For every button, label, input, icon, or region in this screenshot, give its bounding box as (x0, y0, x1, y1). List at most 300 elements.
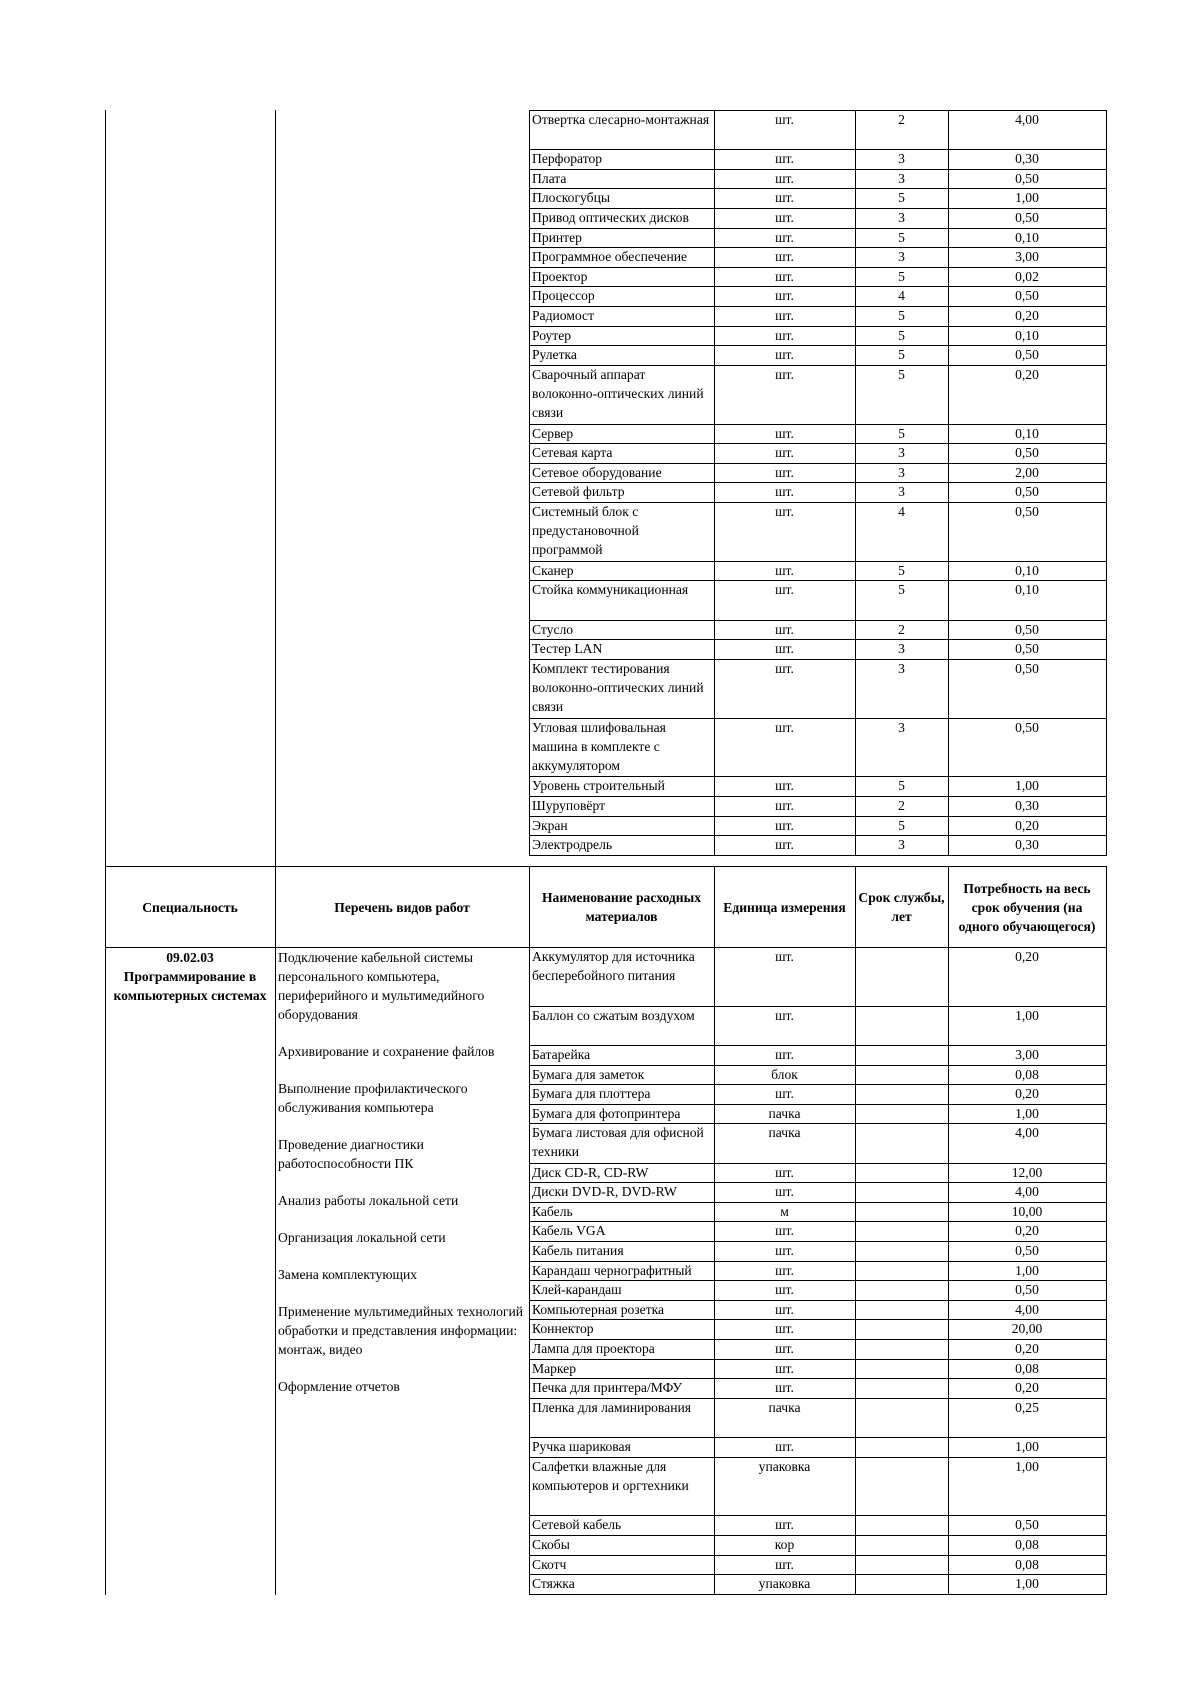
material-unit: шт. (775, 1361, 794, 1376)
grid-line-horizontal (529, 267, 1107, 268)
material-name: Маркер (532, 1361, 577, 1376)
specialty-cell (105, 948, 275, 1048)
material-name: Электродрель (532, 837, 613, 852)
grid-line-horizontal (529, 718, 1107, 719)
header-specialty: Специальность (142, 899, 238, 915)
grid-line-vertical (275, 110, 276, 1595)
material-need: 0,20 (1015, 949, 1039, 964)
grid-line-horizontal (529, 639, 1107, 640)
material-unit: шт. (775, 1302, 794, 1317)
material-need: 0,25 (1015, 1400, 1039, 1415)
material-name: Плоскогубцы (532, 190, 610, 205)
material-name: Проектор (532, 269, 588, 284)
material-name: Стойка коммуникационная (532, 582, 689, 597)
material-need: 0,02 (1015, 269, 1039, 284)
grid-line-horizontal (529, 1339, 1107, 1340)
material-life (855, 1123, 948, 1162)
material-name: Системный блок с предустановочной программой (532, 504, 639, 557)
material-unit: упаковка (758, 1459, 811, 1474)
material-unit: шт. (775, 112, 794, 127)
grid-line-horizontal (529, 561, 1107, 562)
material-need: 1,00 (1015, 1008, 1039, 1023)
material-life: 5 (898, 582, 905, 597)
material-need: 1,00 (1015, 1106, 1039, 1121)
material-life: 2 (898, 798, 905, 813)
material-name: Бумага для плоттера (532, 1086, 651, 1101)
material-name: Радиомост (532, 308, 595, 323)
material-life (855, 1163, 948, 1183)
material-life: 5 (898, 347, 905, 362)
material-unit: шт. (775, 582, 794, 597)
material-life: 3 (898, 720, 905, 735)
material-unit: шт. (775, 210, 794, 225)
grid-line-vertical (1106, 947, 1107, 1595)
material-need: 0,50 (1015, 347, 1039, 362)
material-name: Пленка для ламинирования (532, 1400, 692, 1415)
grid-line-horizontal (529, 1084, 1107, 1085)
grid-line-horizontal (529, 1104, 1107, 1105)
material-need: 0,50 (1015, 504, 1039, 519)
grid-line-horizontal (529, 345, 1107, 346)
material-unit: шт. (775, 445, 794, 460)
grid-line-horizontal (529, 188, 1107, 189)
grid-line-horizontal (529, 169, 1107, 170)
material-need: 1,00 (1015, 1576, 1039, 1591)
grid-line-vertical (855, 947, 856, 1595)
work-item: Подключение кабельной системы персонального компьютера, периферийного и мультимедийного оборудования (278, 950, 485, 1022)
material-unit: шт. (775, 249, 794, 264)
grid-line-horizontal (529, 1574, 1107, 1575)
grid-line-horizontal (529, 1555, 1107, 1556)
grid-line-horizontal (529, 776, 1107, 777)
material-unit: шт. (775, 798, 794, 813)
grid-line-vertical (714, 866, 715, 948)
grid-line-horizontal (529, 620, 1107, 621)
grid-line-horizontal (529, 1594, 1107, 1595)
material-life: 3 (898, 249, 905, 264)
material-unit: шт. (775, 1439, 794, 1454)
material-name: Батарейка (532, 1047, 591, 1062)
material-name: Стяжка (532, 1576, 575, 1591)
material-name: Отвертка слесарно-монтажная (532, 112, 710, 127)
grid-line-horizontal (105, 866, 1107, 867)
grid-line-horizontal (529, 1535, 1107, 1536)
material-unit: шт. (775, 1184, 794, 1199)
material-unit: шт. (775, 778, 794, 793)
grid-line-horizontal (529, 1261, 1107, 1262)
material-unit: пачка (768, 1125, 801, 1140)
material-life: 3 (898, 641, 905, 656)
material-life: 3 (898, 171, 905, 186)
material-need: 0,50 (1015, 720, 1039, 735)
material-unit: шт. (775, 1047, 794, 1062)
material-need: 4,00 (1015, 1184, 1039, 1199)
material-need: 0,50 (1015, 1243, 1039, 1258)
material-unit: шт. (775, 641, 794, 656)
grid-line-horizontal (529, 1398, 1107, 1399)
material-life: 5 (898, 778, 905, 793)
material-unit: шт. (775, 190, 794, 205)
material-life: 4 (898, 288, 905, 303)
material-name: Плата (532, 171, 567, 186)
material-name: Компьютерная розетка (532, 1302, 665, 1317)
material-name: Сетевой фильтр (532, 484, 625, 499)
material-name: Угловая шлифовальная машина в комплекте с аккумулятором (532, 720, 666, 773)
material-life: 5 (898, 426, 905, 441)
grid-line-horizontal (529, 1006, 1107, 1007)
grid-line-horizontal (529, 1221, 1107, 1222)
grid-line-horizontal (529, 110, 1107, 111)
material-need: 0,10 (1015, 426, 1039, 441)
grid-line-vertical (529, 947, 530, 1595)
material-need: 1,00 (1015, 778, 1039, 793)
work-item: Оформление отчетов (278, 1379, 400, 1394)
grid-line-horizontal (529, 1437, 1107, 1438)
material-name: Кабель VGA (532, 1223, 606, 1238)
material-need: 0,10 (1015, 563, 1039, 578)
material-unit: шт. (775, 1263, 794, 1278)
material-life: 4 (898, 504, 905, 519)
grid-line-horizontal (529, 1280, 1107, 1281)
material-unit: шт. (775, 1282, 794, 1297)
grid-line-horizontal (529, 835, 1107, 836)
material-need: 0,50 (1015, 445, 1039, 460)
material-name: Стусло (532, 622, 574, 637)
material-life: 3 (898, 465, 905, 480)
material-name: Сервер (532, 426, 574, 441)
material-unit: кор (774, 1537, 795, 1552)
material-life (855, 1359, 948, 1379)
material-name: Привод оптических дисков (532, 210, 689, 225)
material-life (855, 1535, 948, 1555)
grid-line-horizontal (105, 947, 1107, 948)
material-name: Программное обеспечение (532, 249, 688, 264)
material-unit: пачка (768, 1400, 801, 1415)
material-unit: шт. (775, 1517, 794, 1532)
material-need: 0,20 (1015, 308, 1039, 323)
material-unit: шт. (775, 622, 794, 637)
material-name: Бумага для фотопринтера (532, 1106, 681, 1121)
specialty-code: 09.02.03 (166, 950, 214, 965)
grid-line-horizontal (529, 1202, 1107, 1203)
grid-line-vertical (855, 110, 856, 856)
material-life (855, 1515, 948, 1535)
material-unit: шт. (775, 426, 794, 441)
material-need: 0,10 (1015, 230, 1039, 245)
material-name: Экран (532, 818, 568, 833)
material-need: 1,00 (1015, 1459, 1039, 1474)
material-need: 0,50 (1015, 661, 1039, 676)
material-unit: шт. (775, 1223, 794, 1238)
material-name: Кабель питания (532, 1243, 624, 1258)
material-need: 4,00 (1015, 1125, 1039, 1140)
material-life: 5 (898, 190, 905, 205)
material-unit: шт. (775, 269, 794, 284)
grid-line-vertical (714, 110, 715, 856)
grid-line-horizontal (529, 424, 1107, 425)
material-name: Принтер (532, 230, 582, 245)
material-life (855, 1574, 948, 1594)
material-unit: шт. (775, 563, 794, 578)
material-life (855, 1398, 948, 1437)
material-name: Лампа для проектора (532, 1341, 655, 1356)
material-name: Скобы (532, 1537, 570, 1552)
material-unit: шт. (775, 171, 794, 186)
grid-line-horizontal (529, 286, 1107, 287)
material-name: Сетевое оборудование (532, 465, 662, 480)
material-need: 0,20 (1015, 1380, 1039, 1395)
work-item: Выполнение профилактического обслуживания компьютера (278, 1081, 468, 1115)
material-need: 0,50 (1015, 622, 1039, 637)
material-name: Рулетка (532, 347, 577, 362)
material-life (855, 1241, 948, 1261)
material-unit: упаковка (758, 1576, 811, 1591)
grid-line-vertical (714, 947, 715, 1595)
material-life: 3 (898, 445, 905, 460)
material-need: 12,00 (1011, 1165, 1043, 1180)
material-life: 5 (898, 367, 905, 382)
material-unit: шт. (775, 1243, 794, 1258)
material-need: 10,00 (1011, 1204, 1043, 1219)
grid-line-horizontal (529, 1457, 1107, 1458)
grid-line-vertical (529, 110, 530, 856)
material-life: 3 (898, 484, 905, 499)
material-unit: шт. (775, 288, 794, 303)
material-need: 0,20 (1015, 1086, 1039, 1101)
grid-line-horizontal (529, 208, 1107, 209)
grid-line-horizontal (529, 816, 1107, 817)
material-unit: шт. (775, 818, 794, 833)
material-need: 0,50 (1015, 1517, 1039, 1532)
material-unit: шт. (775, 465, 794, 480)
material-name: Ручка шариковая (532, 1439, 631, 1454)
material-name: Роутер (532, 328, 572, 343)
material-name: Сварочный аппарат волоконно-оптических линий связи (532, 367, 704, 420)
material-need: 0,30 (1015, 798, 1039, 813)
grid-line-horizontal (529, 855, 1107, 856)
material-unit: блок (771, 1067, 798, 1082)
work-item: Замена комплектующих (278, 1267, 418, 1282)
material-need: 1,00 (1015, 190, 1039, 205)
material-name: Процессор (532, 288, 595, 303)
material-life: 5 (898, 328, 905, 343)
material-name: Салфетки влажные для компьютеров и оргтехники (532, 1459, 689, 1493)
material-need: 4,00 (1015, 1302, 1039, 1317)
material-life (855, 1006, 948, 1045)
material-name: Диски DVD-R, DVD-RW (532, 1184, 677, 1199)
grid-line-horizontal (529, 306, 1107, 307)
material-life (855, 1280, 948, 1300)
material-unit: шт. (775, 1008, 794, 1023)
header-materials: Наименование расходных материалов (541, 890, 702, 924)
material-life (855, 1221, 948, 1241)
material-need: 2,00 (1015, 465, 1039, 480)
specialty-name: Программирование в компьютерных системах (113, 969, 267, 1003)
material-name: Баллон со сжатым воздухом (532, 1008, 695, 1023)
material-life (855, 1045, 948, 1065)
material-unit: шт. (775, 1341, 794, 1356)
grid-line-horizontal (529, 247, 1107, 248)
grid-line-horizontal (529, 1182, 1107, 1183)
material-unit: шт. (775, 1086, 794, 1101)
grid-line-horizontal (529, 326, 1107, 327)
material-need: 1,00 (1015, 1263, 1039, 1278)
material-life: 3 (898, 661, 905, 676)
grid-line-horizontal (529, 1378, 1107, 1379)
material-need: 4,00 (1015, 112, 1039, 127)
material-name: Уровень строительный (532, 778, 665, 793)
material-life (855, 1084, 948, 1104)
grid-line-vertical (948, 947, 949, 1595)
grid-line-horizontal (529, 443, 1107, 444)
material-name: Перфоратор (532, 151, 603, 166)
material-need: 0,50 (1015, 171, 1039, 186)
material-life (855, 1065, 948, 1085)
grid-line-horizontal (529, 1515, 1107, 1516)
material-unit: шт. (775, 949, 794, 964)
header-works: Перечень видов работ (334, 899, 470, 915)
material-name: Скотч (532, 1557, 567, 1572)
grid-line-horizontal (529, 1065, 1107, 1066)
material-life (855, 947, 948, 1006)
grid-line-horizontal (529, 1045, 1107, 1046)
material-need: 0,50 (1015, 288, 1039, 303)
material-need: 0,10 (1015, 582, 1039, 597)
material-unit: шт. (775, 504, 794, 519)
grid-line-vertical (529, 866, 530, 948)
material-need: 3,00 (1015, 249, 1039, 264)
material-need: 0,50 (1015, 1282, 1039, 1297)
grid-line-vertical (105, 110, 106, 1595)
work-item: Организация локальной сети (278, 1230, 446, 1245)
grid-line-vertical (948, 866, 949, 948)
work-item: Архивирование и сохранение файлов (278, 1044, 495, 1059)
material-life: 3 (898, 837, 905, 852)
material-need: 0,08 (1015, 1067, 1039, 1082)
material-need: 1,00 (1015, 1439, 1039, 1454)
material-life (855, 1378, 948, 1398)
material-unit: шт. (775, 367, 794, 382)
material-need: 0,20 (1015, 818, 1039, 833)
material-life: 5 (898, 818, 905, 833)
material-need: 0,08 (1015, 1557, 1039, 1572)
grid-line-vertical (948, 110, 949, 856)
material-need: 0,20 (1015, 367, 1039, 382)
material-name: Кабель (532, 1204, 573, 1219)
grid-line-horizontal (529, 463, 1107, 464)
material-unit: шт. (775, 347, 794, 362)
material-life (855, 1319, 948, 1339)
material-unit: шт. (775, 230, 794, 245)
material-life (855, 1261, 948, 1281)
material-name: Тестер LAN (532, 641, 603, 656)
material-life: 2 (898, 112, 905, 127)
material-unit: шт. (775, 1165, 794, 1180)
material-life (855, 1555, 948, 1575)
material-unit: шт. (775, 720, 794, 735)
material-unit: шт. (775, 328, 794, 343)
material-name: Бумага листовая для офисной техники (532, 1125, 704, 1159)
material-life: 5 (898, 563, 905, 578)
material-life (855, 1457, 948, 1516)
header-unit: Единица измерения (723, 899, 846, 915)
material-need: 0,20 (1015, 1223, 1039, 1238)
material-name: Сетевой кабель (532, 1517, 622, 1532)
material-need: 0,50 (1015, 210, 1039, 225)
grid-line-vertical (1106, 110, 1107, 856)
material-name: Бумага для заметок (532, 1067, 645, 1082)
material-name: Сканер (532, 563, 574, 578)
material-need: 0,20 (1015, 1341, 1039, 1356)
material-unit: шт. (775, 1380, 794, 1395)
material-unit: шт. (775, 308, 794, 323)
grid-line-vertical (855, 866, 856, 948)
material-need: 20,00 (1011, 1321, 1043, 1336)
material-unit: шт. (775, 484, 794, 499)
grid-line-horizontal (529, 228, 1107, 229)
grid-line-horizontal (529, 149, 1107, 150)
material-life (855, 1202, 948, 1222)
material-name: Комплект тестирования волоконно-оптических линий связи (532, 661, 704, 714)
grid-line-horizontal (529, 796, 1107, 797)
grid-line-vertical (1106, 866, 1107, 948)
material-need: 0,08 (1015, 1361, 1039, 1376)
grid-line-horizontal (529, 502, 1107, 503)
work-item: Применение мультимедийных технологий обработки и представления информации: монтаж, видео (278, 1304, 524, 1357)
material-name: Коннектор (532, 1321, 594, 1336)
material-name: Аккумулятор для источника бесперебойного питания (532, 949, 695, 983)
material-life: 5 (898, 308, 905, 323)
material-name: Сетевая карта (532, 445, 613, 460)
material-name: Печка для принтера/МФУ (532, 1380, 682, 1395)
grid-line-horizontal (529, 659, 1107, 660)
grid-line-horizontal (529, 482, 1107, 483)
material-life (855, 1104, 948, 1124)
work-item: Проведение диагностики работоспособности ПК (278, 1137, 424, 1171)
material-unit: шт. (775, 151, 794, 166)
grid-line-horizontal (529, 1163, 1107, 1164)
material-life (855, 1339, 948, 1359)
material-life: 3 (898, 210, 905, 225)
grid-line-horizontal (529, 1123, 1107, 1124)
material-name: Клей-карандаш (532, 1282, 622, 1297)
grid-line-vertical (105, 866, 106, 948)
material-life: 5 (898, 230, 905, 245)
material-unit: шт. (775, 1557, 794, 1572)
material-unit: м (780, 1204, 789, 1219)
works-list (275, 948, 529, 1398)
material-need: 3,00 (1015, 1047, 1039, 1062)
material-life: 3 (898, 151, 905, 166)
material-unit: шт. (775, 837, 794, 852)
material-need: 0,10 (1015, 328, 1039, 343)
material-life (855, 1437, 948, 1457)
material-need: 0,50 (1015, 641, 1039, 656)
grid-line-horizontal (529, 1300, 1107, 1301)
material-life (855, 1300, 948, 1320)
material-need: 0,08 (1015, 1537, 1039, 1552)
work-item: Анализ работы локальной сети (278, 1193, 459, 1208)
material-unit: пачка (768, 1106, 801, 1121)
grid-line-vertical (275, 866, 276, 948)
material-name: Карандаш чернографитный (532, 1263, 692, 1278)
header-life: Срок службы, лет (858, 890, 945, 924)
material-name: Шуруповёрт (532, 798, 606, 813)
material-life: 2 (898, 622, 905, 637)
material-life: 5 (898, 269, 905, 284)
material-name: Диск CD-R, CD-RW (532, 1165, 649, 1180)
header-need: Потребность на весь срок обучения (на одного обучающегося) (958, 880, 1096, 934)
